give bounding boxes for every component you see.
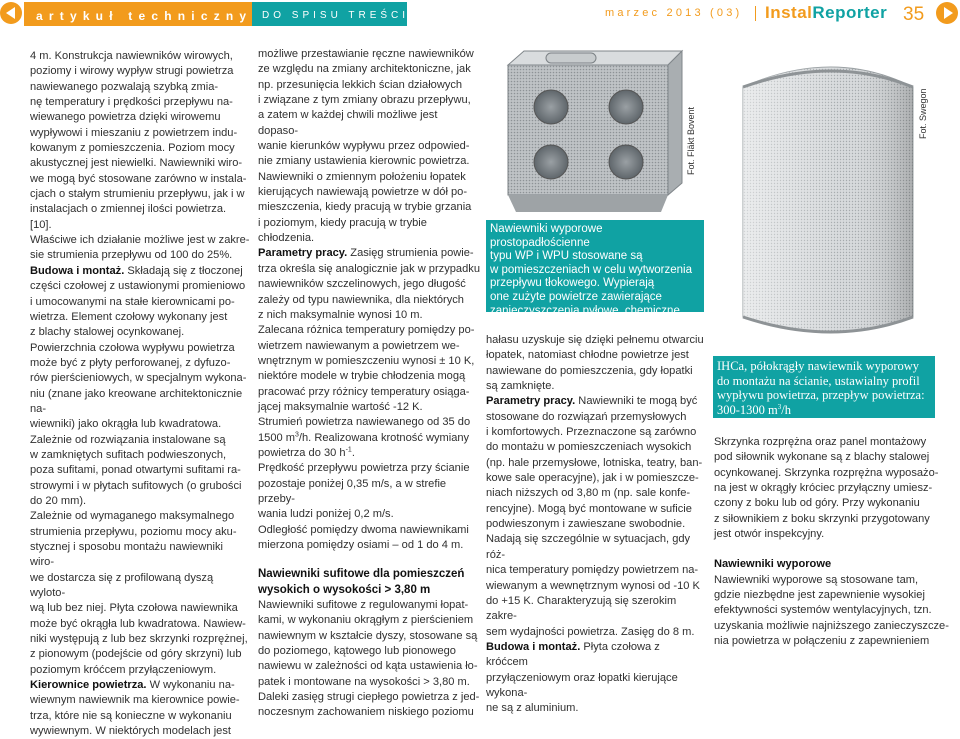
text-column-3: [486, 333, 704, 717]
caption-line: zanieczyszczenia pyłowe, chemiczne,: [490, 304, 684, 317]
text-line: wania ludzi poniżej 0,2 m/s.: [258, 508, 394, 521]
section-heading: [258, 567, 480, 598]
text-line: Skrzynka rozprężna oraz panel montażowy: [714, 436, 927, 448]
text-line: strumienia przepływu, poziomu mocy aku-: [30, 525, 237, 538]
text-run: Składają się z tłoczonej: [124, 264, 243, 277]
text-line: części czołowej z ustawionymi promieniowo: [30, 280, 246, 293]
text-line: cjach o stałym strumieniu przepływu, jak i w: [30, 188, 245, 201]
text-line: [258, 446, 480, 461]
toc-link[interactable]: [252, 2, 410, 26]
text-line: patek i montowane na wysokości > 3,80 m.: [258, 675, 470, 688]
photo-caption-1: [486, 220, 704, 331]
text-line: łopatek, natomiast chłodne powietrze jest: [486, 349, 689, 362]
text-run: powietrza do 30 h: [258, 446, 346, 459]
text-run: W wykonaniu na-: [146, 679, 235, 692]
text-line: hałasu uzyskuje się dzięki pełnemu otwarciu: [486, 334, 704, 346]
text-line: wywiewnym. W niektórych modelach jest: [30, 725, 231, 738]
text-line: Nawiewniki sufitowe dla pomieszczeń: [258, 568, 465, 581]
text-line: i poziomym, kiedy pracują w trybie chłodzenia.: [258, 216, 427, 245]
text-line: trza, które nie są konieczne w wykonaniu: [30, 709, 232, 722]
semicircular-diffuser-illustration: [713, 47, 935, 353]
product-photo-semicircular-diffuser: [713, 47, 935, 353]
text-line: [258, 431, 480, 446]
caption-line: zapachowe w kierunku wyciągów: [490, 318, 660, 331]
superscript: 3: [295, 430, 299, 438]
text-line: nawiewu w zależności od kąta ustawienia ło-: [258, 660, 478, 673]
caption-line: przepływu tłokowego. Wypierają: [490, 277, 655, 290]
caption-line: wypływu powietrza, przepływ powietrza:: [717, 388, 925, 402]
text-line: nawiewanego pozwalają szybką zmia-: [30, 80, 219, 93]
text-line: noczesnym zachowaniem niskiego poziomu: [258, 706, 474, 719]
text-line: stosowane do rozwiązań przemysłowych: [486, 410, 687, 423]
text-line: poziomym króćcem przyłączeniowym.: [30, 663, 217, 676]
text-line: niach niższych od 3,80 m (np. sale konfe-: [486, 487, 691, 500]
issue-date: marzec 2013 (03): [605, 7, 743, 19]
text-line: niki występują z lub bez skrzynki rozprężnej,: [30, 633, 248, 646]
run-in-heading: Budowa i montaż.: [30, 264, 125, 277]
text-line: nawiewane do pomieszczenia, gdy łopatki: [486, 364, 693, 377]
text-line: nawiewnym w kształcie dyszy, stosowane są: [258, 629, 478, 642]
text-line: może być z płyty perforowanej, z dyfuzo-: [30, 356, 231, 369]
text-line: nę temperatury i prędkości przepływu na-: [30, 96, 233, 109]
text-column-1: [30, 49, 250, 739]
text-line: Daleki zasięg strugi ciepłego powietrza z jed-: [258, 691, 480, 704]
page-header: [0, 0, 960, 30]
text-line: Właściwe ich działanie możliwe jest w zakre-: [30, 234, 250, 247]
text-line: wysokich o wysokości > 3,80 m: [258, 583, 431, 596]
text-line: we mogą być stosowane zarówno w instala-: [30, 172, 247, 185]
text-line: uzyskania możliwie najniższego zanieczyszcze-: [714, 619, 949, 632]
text-line: sie strumienia przepływu od 100 do 25%.: [30, 249, 233, 262]
text-run: Płyta czołowa z króćcem: [486, 640, 660, 669]
text-line: są zamknięte.: [486, 380, 555, 393]
text-line: [258, 246, 480, 261]
text-line: ocynkowanej. Skrzynka rozprężna wyposażo-: [714, 466, 939, 479]
text-line: niektóre modele w trybie chłodzenia mogą: [258, 370, 466, 383]
text-line: niu (znane jako kreowane architektonicznie na-: [30, 387, 243, 415]
text-line: wiewanego powietrza dzięki wirowemu: [30, 111, 221, 124]
text-line: wą lub bez niej. Płyta czołowa nawiewnika: [30, 602, 238, 615]
text-line: i komfortowych. Przeznaczone są zarówno: [486, 426, 697, 439]
text-line: z blachy stalowej ocynkowanej.: [30, 326, 185, 339]
text-line: pod siłownik wykonane są z blachy stalowej: [714, 451, 930, 464]
text-line: wnętrznym w pomieszczeniu wynosi ± 10 K,: [258, 354, 475, 367]
section-label-bar: [24, 2, 252, 26]
text-line: [30, 678, 250, 693]
page-number: 35: [903, 4, 925, 25]
section-heading: Nawiewniki wyporowe: [714, 558, 832, 571]
photo-credit: Fot. Swegon: [918, 88, 928, 139]
text-line: do +15 K. Charakteryzują się szerokim zakre-: [486, 594, 677, 623]
text-line: Zalecana różnica temperatury pomiędzy po-: [258, 324, 475, 337]
header-divider: [755, 6, 756, 21]
text-line: kami, w wykonaniu okrągłym z pierścieniem: [258, 614, 474, 627]
text-line: wietrzem nawiewanym a powietrzem we-: [258, 339, 460, 352]
text-line: stycznej i sposobu montażu nawiewniki wiro-: [30, 541, 224, 569]
caption-line: do montażu na ścianie, ustawialny profil: [717, 373, 920, 388]
next-page-button[interactable]: [936, 2, 958, 24]
text-line: [486, 394, 704, 409]
text-line: pracować przy różnicy temperatury osiąga-: [258, 385, 470, 398]
text-line: Powierzchnia czołowa wypływu powietrza: [30, 341, 235, 354]
arrow-right-icon: [944, 7, 953, 19]
text-line: Nawiewniki wyporowe są stosowane tam,: [714, 573, 919, 586]
text-column-4: [714, 435, 950, 649]
text-line: Nawiewniki sufitowe z regulowanymi łopat-: [258, 599, 469, 612]
magazine-logo: [765, 3, 887, 23]
text-line: kowe sale operacyjne), jak i w pomieszcze-: [486, 472, 699, 485]
section-label: artykuł techniczny: [36, 9, 253, 23]
text-line: z siłownikiem z boku skrzynki przygotowany: [714, 512, 930, 525]
previous-page-button[interactable]: [0, 0, 22, 28]
arrow-left-icon: [6, 7, 15, 19]
text-run: 300-1300 m: [717, 402, 778, 417]
text-line: wiewanym a wewnętrznym wynosi od -10 K: [486, 579, 700, 592]
text-line: jest otwór inspekcyjny.: [714, 528, 825, 541]
superscript: -1: [345, 446, 352, 454]
caption-line: one zużyte powietrze zawierające: [490, 290, 662, 303]
text-line: do poziomego, kątowego lub pionowego: [258, 645, 456, 658]
text-line: ne są z aluminium.: [486, 702, 579, 715]
photo-caption-2: [713, 356, 935, 418]
text-line: pozostaje poniżej 0,35 m/s, a w strefie przeby-: [258, 477, 447, 505]
superscript: 3: [777, 402, 782, 411]
caption-line: Nawiewniki wyporowe prostopadłościenne: [490, 223, 603, 249]
text-line: Zależnie od rozwiązania instalowane są: [30, 433, 226, 446]
run-in-heading: Kierownice powietrza.: [30, 679, 147, 692]
text-run: /h. Realizowana krotność wymiany: [298, 431, 470, 444]
text-line: (np. hale przemysłowe, lotniska, teatry, ban-: [486, 456, 703, 469]
run-in-heading: Parametry pracy.: [486, 395, 576, 408]
text-line: nia powietrza w połączeniu z zapewnieniem: [714, 635, 930, 648]
text-line: mierzona pomiędzy osiami – od 1 do 4 m.: [258, 539, 464, 551]
photo-credit: Fot. Fläkt Bovent: [686, 106, 696, 175]
text-line: gdzie niezbędne jest zapewnienie wysokiej: [714, 589, 925, 602]
text-line: Nadają się szczególnie w sytuacjach, gdy róż-: [486, 533, 691, 561]
box-diffuser-illustration: [486, 47, 706, 217]
text-line: mieszczenia, kiedy pracują w trybie grzania: [258, 201, 472, 214]
text-line: akustycznej jest niewielki. Nawiewniki wiro-: [30, 157, 243, 170]
text-line: do 20 mm).: [30, 494, 87, 507]
text-run: Zasięg strumienia powie-: [347, 247, 474, 260]
product-photo-box-diffuser: [486, 47, 706, 217]
paragraph-spacer: [258, 553, 480, 567]
text-line: efektywności systemów wentylacyjnych, tzn.: [714, 604, 932, 617]
text-line: z pionowym (podejście od góry skrzyni) lub: [30, 648, 242, 661]
text-line: Nawiewniki o zmiennym położeniu łopatek: [258, 170, 466, 183]
text-line: we dostarcza się z profilowaną dyszą wyloto-: [30, 571, 214, 600]
text-line: kowanym z pomieszczenia. Poziom mocy: [30, 142, 235, 155]
text-line: czony z boku lub od góry. Przy wykonaniu: [714, 497, 920, 510]
text-line: nica temperatury pomiędzy powietrzem na-: [486, 564, 699, 577]
text-column-2: [258, 47, 480, 721]
text-line: przyłączeniowym oraz łopatki kierujące wykona-: [486, 671, 678, 699]
text-line: zależy od typu nawiewnika, dla niektórych: [258, 293, 464, 306]
text-line: rów pierścieniowych, w specjalnym wykona-: [30, 372, 247, 385]
text-run: Nawiewniki te mogą być: [575, 395, 698, 408]
text-line: z nich maksymalnie wynosi 10 m.: [258, 308, 423, 321]
text-line: sem wydajności powietrza. Zasięg do 8 m.: [486, 625, 695, 638]
text-line: Prędkość przepływu powietrza przy ścianie: [258, 462, 470, 475]
text-run: /h: [781, 402, 791, 417]
text-line: nie zmiany ustawienia kierownic powietrza.: [258, 155, 470, 168]
text-line: może być okrągła lub kwadratowa. Nawiew-: [30, 617, 246, 630]
text-line: 4 m. Konstrukcja nawiewników wirowych,: [30, 50, 233, 62]
text-line: [486, 640, 704, 671]
text-line: Zależnie od wymaganego maksymalnego: [30, 510, 235, 523]
text-line: nawiewników szczelinowych, jego długość: [258, 278, 466, 291]
text-line: i umocowanymi na stałe kierownicami po-: [30, 295, 235, 308]
text-line: i związane z tym zmiany obrazu przepływu,: [258, 94, 471, 107]
text-line: wanie kierunków wypływu przez odpowied-: [258, 140, 470, 153]
text-line: podwieszonym i zawieszane swobodnie.: [486, 518, 686, 531]
text-line: jącej maksymalnie wartość -12 K.: [258, 400, 423, 413]
text-line: możliwe przestawianie ręczne nawiewników: [258, 48, 474, 60]
text-line: trza określa się analogicznie jak w przypadku: [258, 262, 480, 275]
text-line: rencyjne). Mogą być montowane w suficie: [486, 502, 692, 515]
paragraph-spacer: [714, 542, 950, 557]
text-line: wiewnym nawiewnik ma kierownice powie-: [30, 694, 240, 707]
text-line: na jest w okrągły króciec przyłączny umiesz-: [714, 482, 933, 495]
text-line: a zatem w każdej chwili możliwe jest dopaso-: [258, 109, 438, 137]
caption-line: typu WP i WPU stosowane są: [490, 250, 643, 263]
text-line: Odległość pomiędzy dwoma nawiewnikami: [258, 523, 469, 536]
text-line: instalacjach o zmiennej ilości powietrza. [10].: [30, 203, 227, 231]
caption-line: w pomieszczeniach w celu wytworzenia: [490, 263, 692, 276]
run-in-heading: Budowa i montaż.: [486, 640, 581, 653]
caption-line: [717, 403, 935, 418]
text-line: ze względu na zmiany architektoniczne, jak: [258, 63, 471, 76]
text-line: w zamkniętych sufitach podwieszonych,: [30, 448, 227, 461]
caption-line: IHCa, półokrągły nawiewnik wyporowy: [717, 359, 920, 373]
logo-part-1: Instal: [765, 3, 813, 22]
text-line: poziomy i wirowy wypływ strugi powietrza: [30, 65, 234, 78]
text-line: wiewniki) jako okrągła lub kwadratowa.: [30, 418, 222, 431]
text-line: wypływowi i mieszaniu z powietrzem indu-: [30, 126, 238, 139]
text-line: np. przesunięcia lekkich ścian działowych: [258, 78, 463, 91]
logo-part-2: Reporter: [812, 3, 888, 22]
text-line: kierujących nawiewają powietrze w dół po-: [258, 186, 468, 199]
text-line: do montażu w pomieszczeniach wysokich: [486, 441, 692, 454]
text-run: 1500 m: [258, 431, 296, 444]
text-line: wietrza. Element czołowy wykonany jest: [30, 310, 228, 323]
text-line: Strumień powietrza nawiewanego od 35 do: [258, 416, 471, 429]
toc-label: DO SPISU TREŚCI: [262, 10, 410, 21]
text-line: [30, 264, 250, 279]
text-run: .: [351, 446, 355, 459]
text-line: poza sufitami, ponad otwartymi sufitami ra-: [30, 464, 241, 477]
text-line: strowymi i w płytach sufitowych (o grubości: [30, 479, 242, 492]
run-in-heading: Parametry pracy.: [258, 247, 348, 260]
